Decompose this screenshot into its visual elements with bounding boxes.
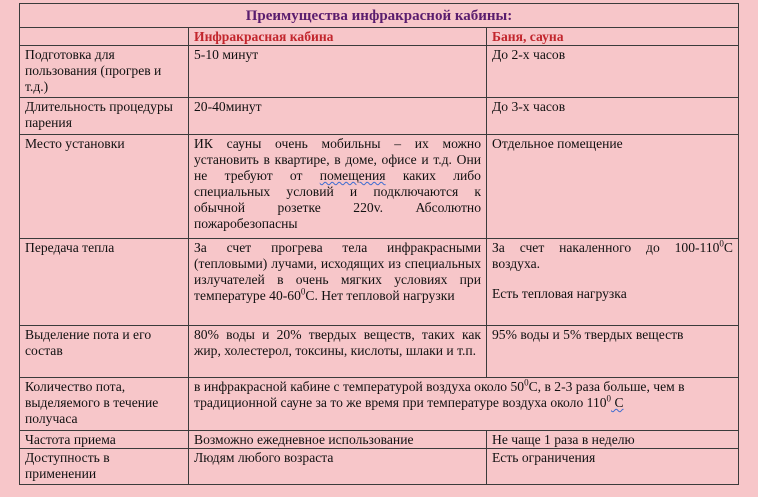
row-param: Доступность в применении xyxy=(20,449,189,485)
text-part: За счет накаленного до 100-110 xyxy=(492,240,720,255)
header-sauna: Баня, сауна xyxy=(487,28,739,46)
table-row xyxy=(20,239,739,326)
title-row xyxy=(20,4,739,28)
text-part: в инфракрасной кабине с температурой воздуха около 50 xyxy=(194,379,525,394)
text-part: каких либо специальных условий и подключаются к обычной розетке 220v. Абсолютно пожаробезопасны xyxy=(194,168,481,231)
table-row xyxy=(20,431,739,449)
row-sauna: До 3-х часов xyxy=(487,98,739,135)
degree-sup: 0 xyxy=(524,377,529,388)
table-row xyxy=(20,98,739,135)
row-sauna xyxy=(487,239,739,326)
degree-sup: 0 xyxy=(606,393,612,404)
header-row xyxy=(20,28,739,46)
row-ik: Людям любого возраста xyxy=(189,449,487,485)
text-part: ИК сауны очень мобильны – их можно установить в квартире, в доме, офисе и т.д. Они не требуют от xyxy=(194,136,481,183)
row-param: Передача тепла xyxy=(20,239,189,326)
table-row xyxy=(20,326,739,378)
row-sauna: Отдельное помещение xyxy=(487,135,739,239)
row-sauna: До 2-х часов xyxy=(487,46,739,98)
row-sauna: Есть ограничения xyxy=(487,449,739,485)
header-blank xyxy=(20,28,189,46)
table-title: Преимущества инфракрасной кабины: xyxy=(20,4,739,28)
text-part: С, в 2-3 раза больше, чем в традиционной сауне за то же время при температуре воздуха около 110 xyxy=(194,379,685,410)
row-param: Длительность процедуры парения xyxy=(20,98,189,135)
degree-sup: 0 xyxy=(719,238,724,249)
comparison-table xyxy=(19,3,739,485)
row-ik: Возможно ежедневное использование xyxy=(189,431,487,449)
table-row xyxy=(20,46,739,98)
text-part: С. Нет тепловой нагрузки xyxy=(305,288,455,303)
row-ik: 5-10 минут xyxy=(189,46,487,98)
text-part: С воздуха. xyxy=(492,240,733,271)
row-sauna: Не чаще 1 раза в неделю xyxy=(487,431,739,449)
row-param: Количество пота, выделяемого в течение получаса xyxy=(20,378,189,431)
table-row xyxy=(20,449,739,485)
text-part: За счет прогрева тела инфракрасными (тепловыми) лучами, исходящих из специальных излучателей в очень мягких условиях при температуре 40-60 xyxy=(194,240,481,303)
header-ik: Инфракрасная кабина xyxy=(189,28,487,46)
row-param: Подготовка для пользования (прогрев и т.д.) xyxy=(20,46,189,98)
row-ik xyxy=(189,239,487,326)
text-part: Есть тепловая нагрузка xyxy=(492,286,627,301)
row-merged xyxy=(189,378,739,431)
row-param: Место установки xyxy=(20,135,189,239)
row-param: Частота приема xyxy=(20,431,189,449)
spellcheck-word: помещения xyxy=(319,168,386,183)
row-sauna: 95% воды и 5% твердых веществ xyxy=(487,326,739,378)
spellcheck-word: С xyxy=(611,395,624,410)
row-ik: 20-40минут xyxy=(189,98,487,135)
table-row xyxy=(20,135,739,239)
row-ik xyxy=(189,135,487,239)
table-row xyxy=(20,378,739,431)
row-ik: 80% воды и 20% твердых веществ, таких как жир, холестерол, токсины, кислоты, шлаки и т.п. xyxy=(189,326,487,378)
degree-sup: 0 xyxy=(300,286,306,297)
row-param: Выделение пота и его состав xyxy=(20,326,189,378)
